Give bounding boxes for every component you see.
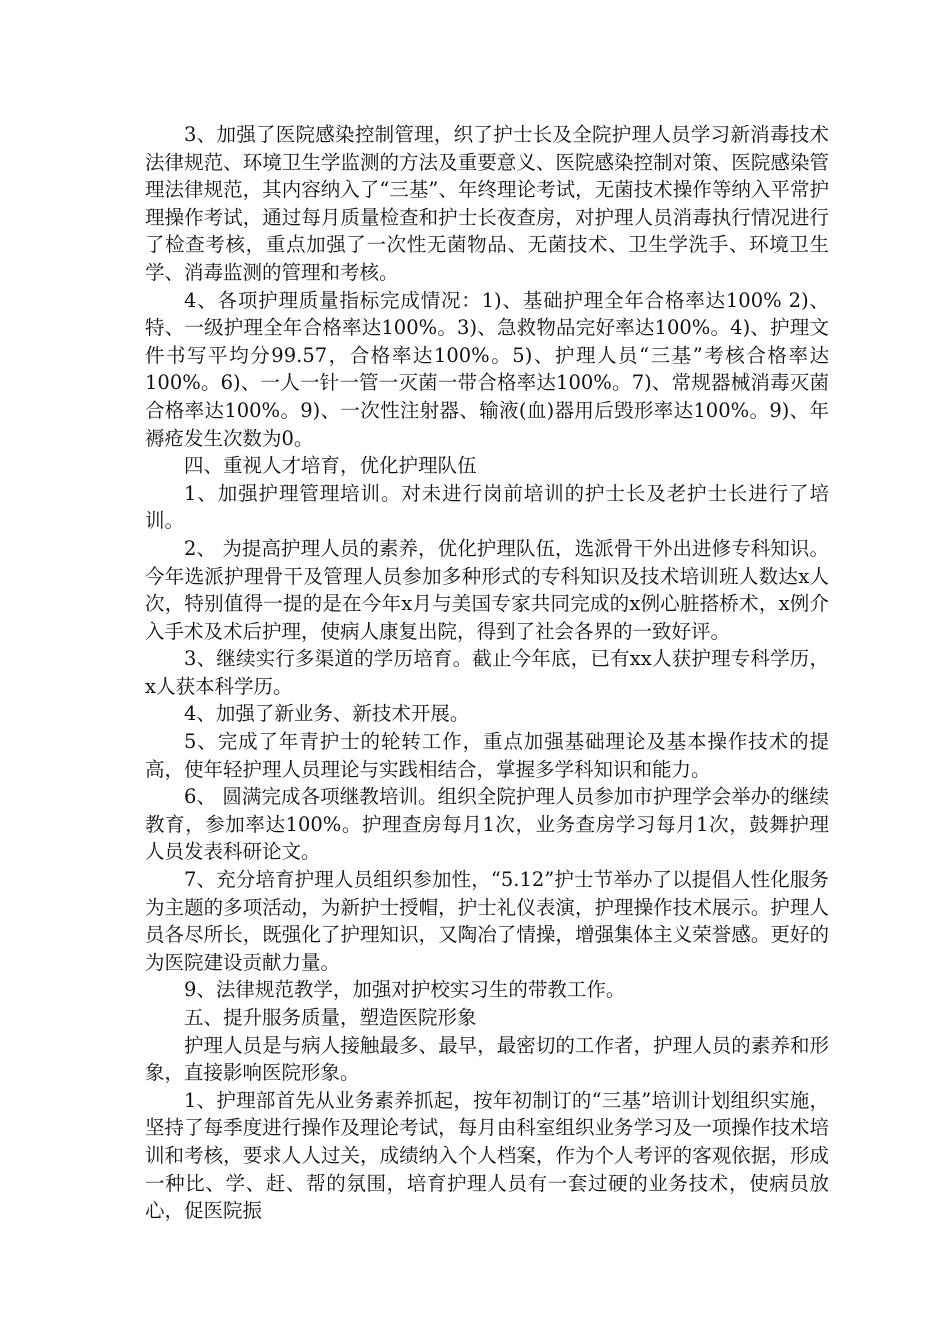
paragraph-specialty-study: 2、 为提高护理人员的素养，优化护理队伍，选派骨干外出进修专科知识。今年选派护理骨干及管理人员参加多种形式的专科知识及技术培训班人数达x人次，特别值得一提的是在今年x月与美国专家共同完成的x例心脏搭桥术，x例介入手术及术后护理，使病人康复出院，得到了社会各界的一致好评。 [145, 536, 829, 643]
section-heading-service-quality: 五、提升服务质量，塑造医院形象 [184, 1006, 477, 1029]
paragraph-nurse-rotation: 5、完成了年青护士的轮转工作，重点加强基础理论及基本操作技术的提高，使年轻护理人员理论与实践相结合，掌握多学科知识和能力。 [145, 730, 829, 781]
paragraph-new-techniques: 4、加强了新业务、新技术开展。 [184, 702, 470, 726]
paragraph-infection-control: 3、加强了医院感染控制管理，织了护士长及全院护理人员学习新消毒技术法律规范、环境卫生学监测的方法及重要意义、医院感染控制对策、医院感染管理法律规范，其内容纳入了“三基”、年终理论考试，无菌技术操作等纳入平常护理操作考试，通过每月质量检查和护士长夜查房，对护理人员消毒执行情况进行了检查考核，重点加强了一次性无菌物品、无菌技术、卫生学洗手、环境卫生学、消毒监测的管理和考核。 [145, 123, 829, 284]
paragraph-quality-indicators: 4、各项护理质量指标完成情况：1)、基础护理全年合格率达100% 2)、特、一级护理全年合格率达100%。3)、急救物品完好率达100%。4)、护理文件书写平均分99.57，合格率达100%。5)、护理人员“三基”考核合格率达100%。6)、一人一针一管一灭菌一带合格率达100%。7)、常规器械消毒灭菌合格率达100%。9)、一次性注射器、输液(血)器用后毁形率达100%。9)、年褥疮发生次数为0。 [145, 288, 829, 450]
paragraph-education: 3、继续实行多渠道的学历培育。截止今年底，已有xx人获护理专科学历，x人获本科学历。 [145, 647, 829, 698]
paragraph-nurse-image: 护理人员是与病人接触最多、最早，最密切的工作者，护理人员的素养和形象，直接影响医院形象。 [145, 1033, 829, 1085]
document-body [145, 121, 829, 1225]
paragraph-continuing-education: 6、 圆满完成各项继教培训。组织全院护理人员参加市护理学会举办的继续教育，参加率达100%。护理查房每月1次，业务查房学习每月1次，鼓舞护理人员发表科研论文。 [145, 785, 829, 864]
paragraph-professional-quality: 1、护理部首先从业务素养抓起，按年初制订的“三基”培训计划组织实施，坚持了每季度进行操作及理论考试，每月由科室组织业务学习及一项操作技术培训和考核，要求人人过关，成绩纳入个人档案，作为个人考评的客观依据，形成一种比、学、赶、帮的氛围，培育护理人员有一套过硬的业务技术，使病员放心，促医院振 [145, 1088, 829, 1223]
paragraph-intern-teaching: 9、法律规范教学，加强对护校实习生的带教工作。 [184, 978, 626, 1002]
paragraph-management-training: 1、加强护理管理培训。对未进行岗前培训的护士长及老护士长进行了培训。 [145, 481, 829, 533]
section-heading-talent-training: 四、重视人才培育，优化护理队伍 [184, 454, 477, 478]
paragraph-nurses-day: 7、充分培育护理人员组织参加性，“5.12”护士节举办了以提倡人性化服务为主题的多项活动，为新护士授帽，护士礼仪表演，护理操作技术展示。护理人员各尽所长，既强化了护理知识，又陶冶了情操，增强集体主义荣誉感。更好的为医院建设贡献力量。 [145, 868, 829, 974]
